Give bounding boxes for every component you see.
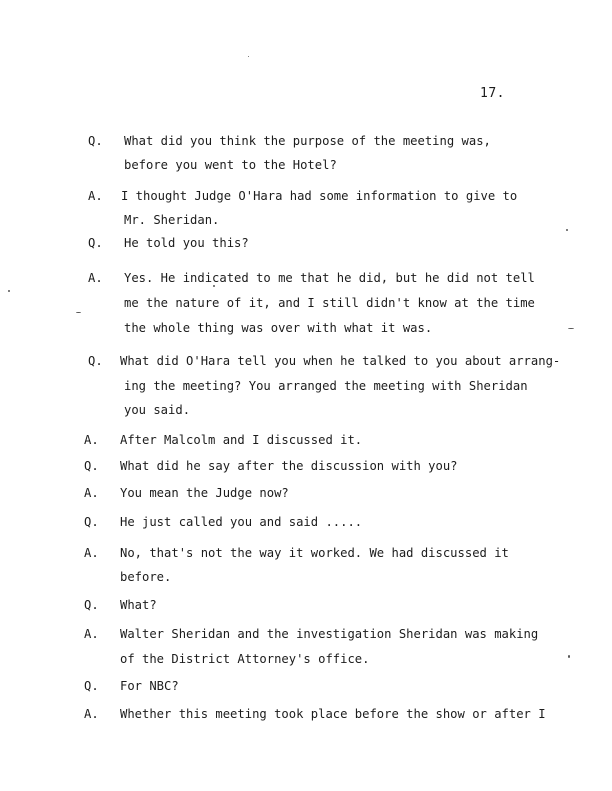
line-text: you said. xyxy=(124,403,191,417)
page-number: 17. xyxy=(480,86,505,101)
line-text: He told you this? xyxy=(124,236,249,250)
line-text: I thought Judge O'Hara had some information to give to xyxy=(121,189,518,203)
speaker-label: A. xyxy=(84,546,99,560)
scan-speck xyxy=(8,290,10,292)
speaker-label: A. xyxy=(84,486,99,500)
scan-speck xyxy=(566,229,568,231)
scan-speck xyxy=(213,285,215,287)
line-text: No, that's not the way it worked. We had discussed it xyxy=(120,546,509,560)
line-text: ing the meeting? You arranged the meeting with Sheridan xyxy=(124,379,528,393)
speaker-label: Q. xyxy=(88,134,103,148)
line-text: before. xyxy=(120,570,172,584)
line-text: before you went to the Hotel? xyxy=(124,158,337,172)
line-text: You mean the Judge now? xyxy=(120,486,289,500)
line-text: Walter Sheridan and the investigation Sheridan was making xyxy=(120,627,539,641)
line-text: After Malcolm and I discussed it. xyxy=(120,433,363,447)
speaker-label: A. xyxy=(84,627,99,641)
scan-speck xyxy=(248,56,249,57)
speaker-label: Q. xyxy=(88,354,103,368)
line-text: He just called you and said ..... xyxy=(120,515,363,529)
line-text: What? xyxy=(120,598,157,612)
speaker-label: Q. xyxy=(84,679,99,693)
speaker-label: Q. xyxy=(84,515,99,529)
speaker-label: Q. xyxy=(84,598,99,612)
scan-speck xyxy=(568,655,570,658)
line-text: the whole thing was over with what it was. xyxy=(124,321,433,335)
scan-speck xyxy=(568,328,574,329)
speaker-label: Q. xyxy=(88,236,103,250)
scan-speck xyxy=(76,312,81,313)
speaker-label: A. xyxy=(84,433,99,447)
speaker-label: A. xyxy=(84,707,99,721)
speaker-label: A. xyxy=(88,189,103,203)
line-text: What did O'Hara tell you when he talked to you about arrang- xyxy=(120,354,561,368)
line-text: me the nature of it, and I still didn't know at the time xyxy=(124,296,535,310)
line-text: For NBC? xyxy=(120,679,179,693)
line-text: of the District Attorney's office. xyxy=(120,652,370,666)
line-text: Mr. Sheridan. xyxy=(124,213,220,227)
speaker-label: Q. xyxy=(84,459,99,473)
line-text: What did he say after the discussion with you? xyxy=(120,459,458,473)
line-text: Yes. He indicated to me that he did, but he did not tell xyxy=(124,271,535,285)
line-text: What did you think the purpose of the meeting was, xyxy=(124,134,491,148)
line-text: Whether this meeting took place before the show or after I xyxy=(120,707,546,721)
speaker-label: A. xyxy=(88,271,103,285)
